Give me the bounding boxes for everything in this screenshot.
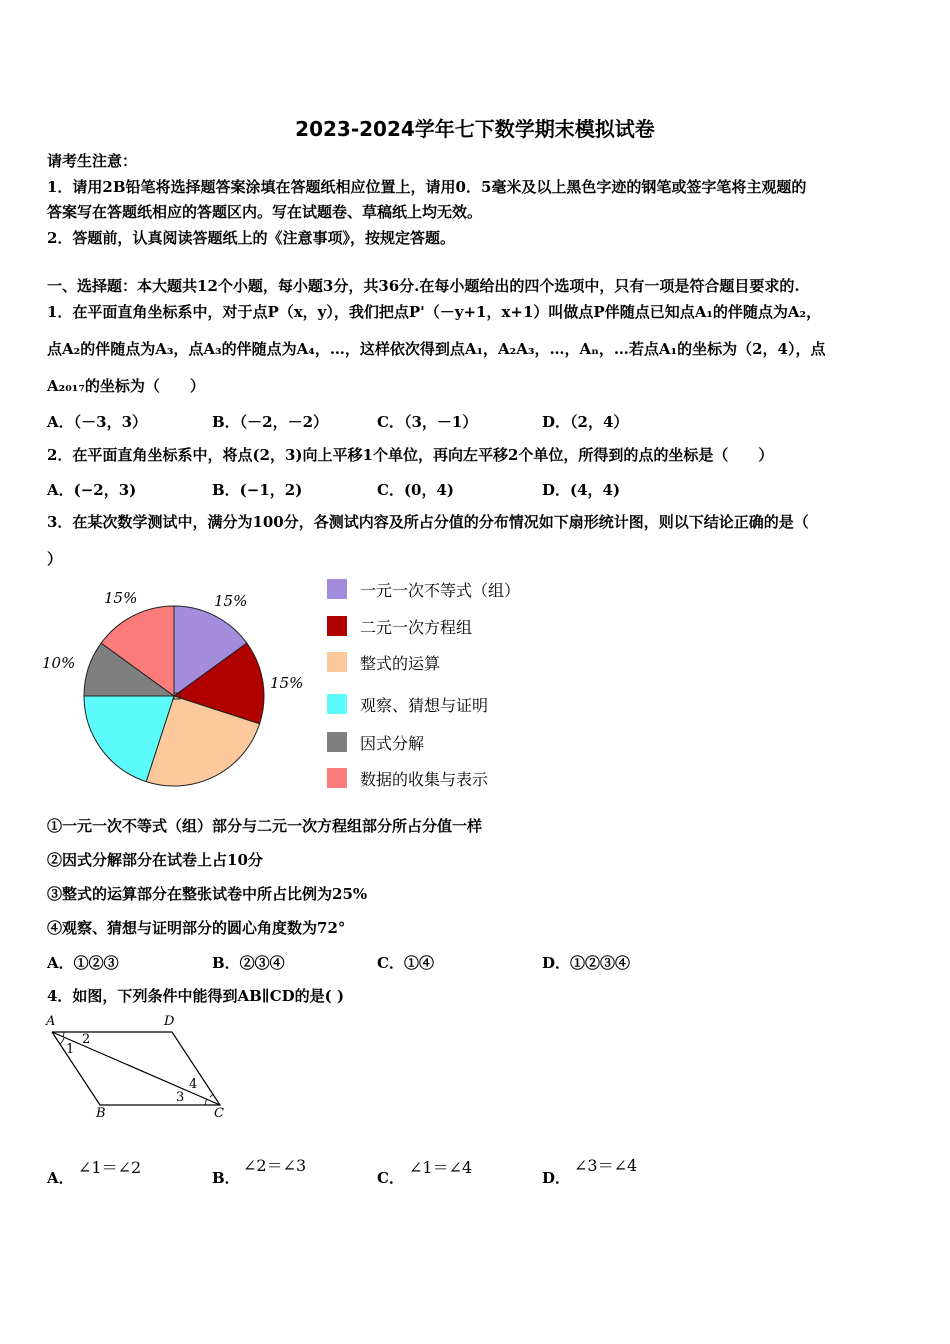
q2-text: 2．在平面直角坐标系中，将点(2，3)向上平移1个单位，再向左平移2个单位，所得到的点的坐标是（ ）: [47, 446, 774, 464]
pie-data-label: 15%: [270, 674, 304, 692]
legend-swatch: [327, 694, 347, 714]
angle-label-3: 3: [176, 1090, 185, 1105]
legend-swatch: [327, 652, 347, 672]
legend-swatch: [327, 732, 347, 752]
q3-option-a[interactable]: A．①②③: [47, 954, 119, 972]
q2-option-c[interactable]: C．(0，4): [377, 481, 455, 499]
q4-text: 4．如图，下列条件中能得到AB∥CD的是( ): [47, 987, 345, 1005]
angle-arc-4: [210, 1094, 213, 1097]
q3-line-1: 3．在某次数学测试中，满分为100分，各测试内容及所占分值的分布情况如下扇形统计图，则以下结论正确的是（: [47, 513, 809, 531]
vertex-label-d: D: [164, 1014, 175, 1029]
section-heading: 一、选择题：本大题共12个小题，每小题3分，共36分.在每小题给出的四个选项中，只有一项是符合题目要求的.: [47, 277, 800, 295]
legend-label: 一元一次不等式（组）: [360, 581, 521, 600]
legend-label: 整式的运算: [360, 654, 441, 673]
q4-figure: [42, 1012, 242, 1127]
angle-arc-1: [60, 1038, 64, 1044]
q1-line-3: A₂₀₁₇的坐标为（ ）: [47, 377, 205, 395]
angle-label-2: 2: [82, 1032, 91, 1047]
q1-line-2: 点A₂的伴随点为A₃，点A₃的伴随点为A₄，…，这样依次得到点A₁，A₂A₃，…，Aₙ，…若点A₁的坐标为（2，4），点: [47, 340, 826, 358]
legend-label: 观察、猜想与证明: [360, 696, 489, 715]
notice-line-1b: 答案写在答题纸相应的答题区内。写在试题卷、草稿纸上均无效。: [47, 203, 483, 221]
notice-line-1a: 1．请用2B铅笔将选择题答案涂填在答题纸相应位置上，请用0．5毫米及以上黑色字迹的钢笔或签字笔将主观题的: [47, 178, 807, 196]
angle-label-1: 1: [66, 1042, 75, 1057]
q4-option-c-value[interactable]: ∠1＝∠4: [409, 1158, 473, 1177]
legend-label: 因式分解: [360, 734, 425, 753]
q2-option-a[interactable]: A．(−2，3): [47, 481, 137, 499]
q3-option-d[interactable]: D．①②③④: [542, 954, 631, 972]
legend-swatch: [327, 616, 347, 636]
q1-option-c[interactable]: C．（3，－1）: [377, 413, 478, 431]
pie-chart: [40, 580, 330, 795]
legend-label: 数据的收集与表示: [360, 770, 489, 789]
diagonal-ac: [52, 1032, 220, 1105]
vertex-label-b: B: [96, 1106, 106, 1121]
legend-swatch: [327, 579, 347, 599]
q3-option-b[interactable]: B．②③④: [212, 954, 285, 972]
legend-swatch: [327, 768, 347, 788]
q1-option-a[interactable]: A．（－3，3）: [47, 413, 148, 431]
notice-line-2: 2．答题前，认真阅读答题纸上的《注意事项》，按规定答题。: [47, 229, 455, 247]
parallelogram-figure: [42, 1012, 242, 1127]
q3-statement-1: ①一元一次不等式（组）部分与二元一次方程组部分所占分值一样: [47, 817, 483, 835]
q4-option-d-letter[interactable]: D．: [542, 1169, 571, 1187]
q3-statement-3: ③整式的运算部分在整张试卷中所占比例为25%: [47, 885, 368, 903]
q2-option-b[interactable]: B．(−1，2): [212, 481, 303, 499]
vertex-label-a: A: [46, 1014, 56, 1029]
q2-option-d[interactable]: D．(4，4): [542, 481, 621, 499]
q3-option-c[interactable]: C．①④: [377, 954, 434, 972]
q4-option-a-letter[interactable]: A．: [47, 1169, 74, 1187]
pie-data-label: 15%: [214, 592, 248, 610]
q3-line-2: ）: [47, 550, 63, 568]
q1-line-1: 1．在平面直角坐标系中，对于点P（x，y），我们把点P'（－y+1，x+1）叫做点P伴随点已知点A₁的伴随点为A₂，: [47, 303, 822, 321]
q4-option-b-letter[interactable]: B．: [212, 1169, 240, 1187]
legend-label: 二元一次方程组: [360, 618, 473, 637]
q4-option-d-value[interactable]: ∠3＝∠4: [574, 1156, 638, 1175]
pie-legend: [325, 575, 545, 795]
q3-statement-4: ④观察、猜想与证明部分的圆心角度数为72°: [47, 919, 346, 937]
pie-data-label: 10%: [42, 654, 76, 672]
q3-statement-2: ②因式分解部分在试卷上占10分: [47, 851, 263, 869]
q1-option-b[interactable]: B．（－2，－2）: [212, 413, 329, 431]
angle-arc-3: [205, 1099, 207, 1105]
angle-label-4: 4: [189, 1077, 198, 1092]
q4-option-c-letter[interactable]: C．: [377, 1169, 404, 1187]
page-title: 2023-2024学年七下数学期末模拟试卷: [295, 117, 655, 141]
pie-data-label: 15%: [104, 589, 138, 607]
vertex-label-c: C: [214, 1106, 224, 1121]
notice-heading: 请考生注意：: [47, 152, 138, 170]
angle-arc-2: [63, 1032, 64, 1037]
q1-option-d[interactable]: D．（2，4）: [542, 413, 629, 431]
q4-option-b-value[interactable]: ∠2＝∠3: [243, 1156, 307, 1175]
q4-option-a-value[interactable]: ∠1＝∠2: [78, 1158, 142, 1177]
